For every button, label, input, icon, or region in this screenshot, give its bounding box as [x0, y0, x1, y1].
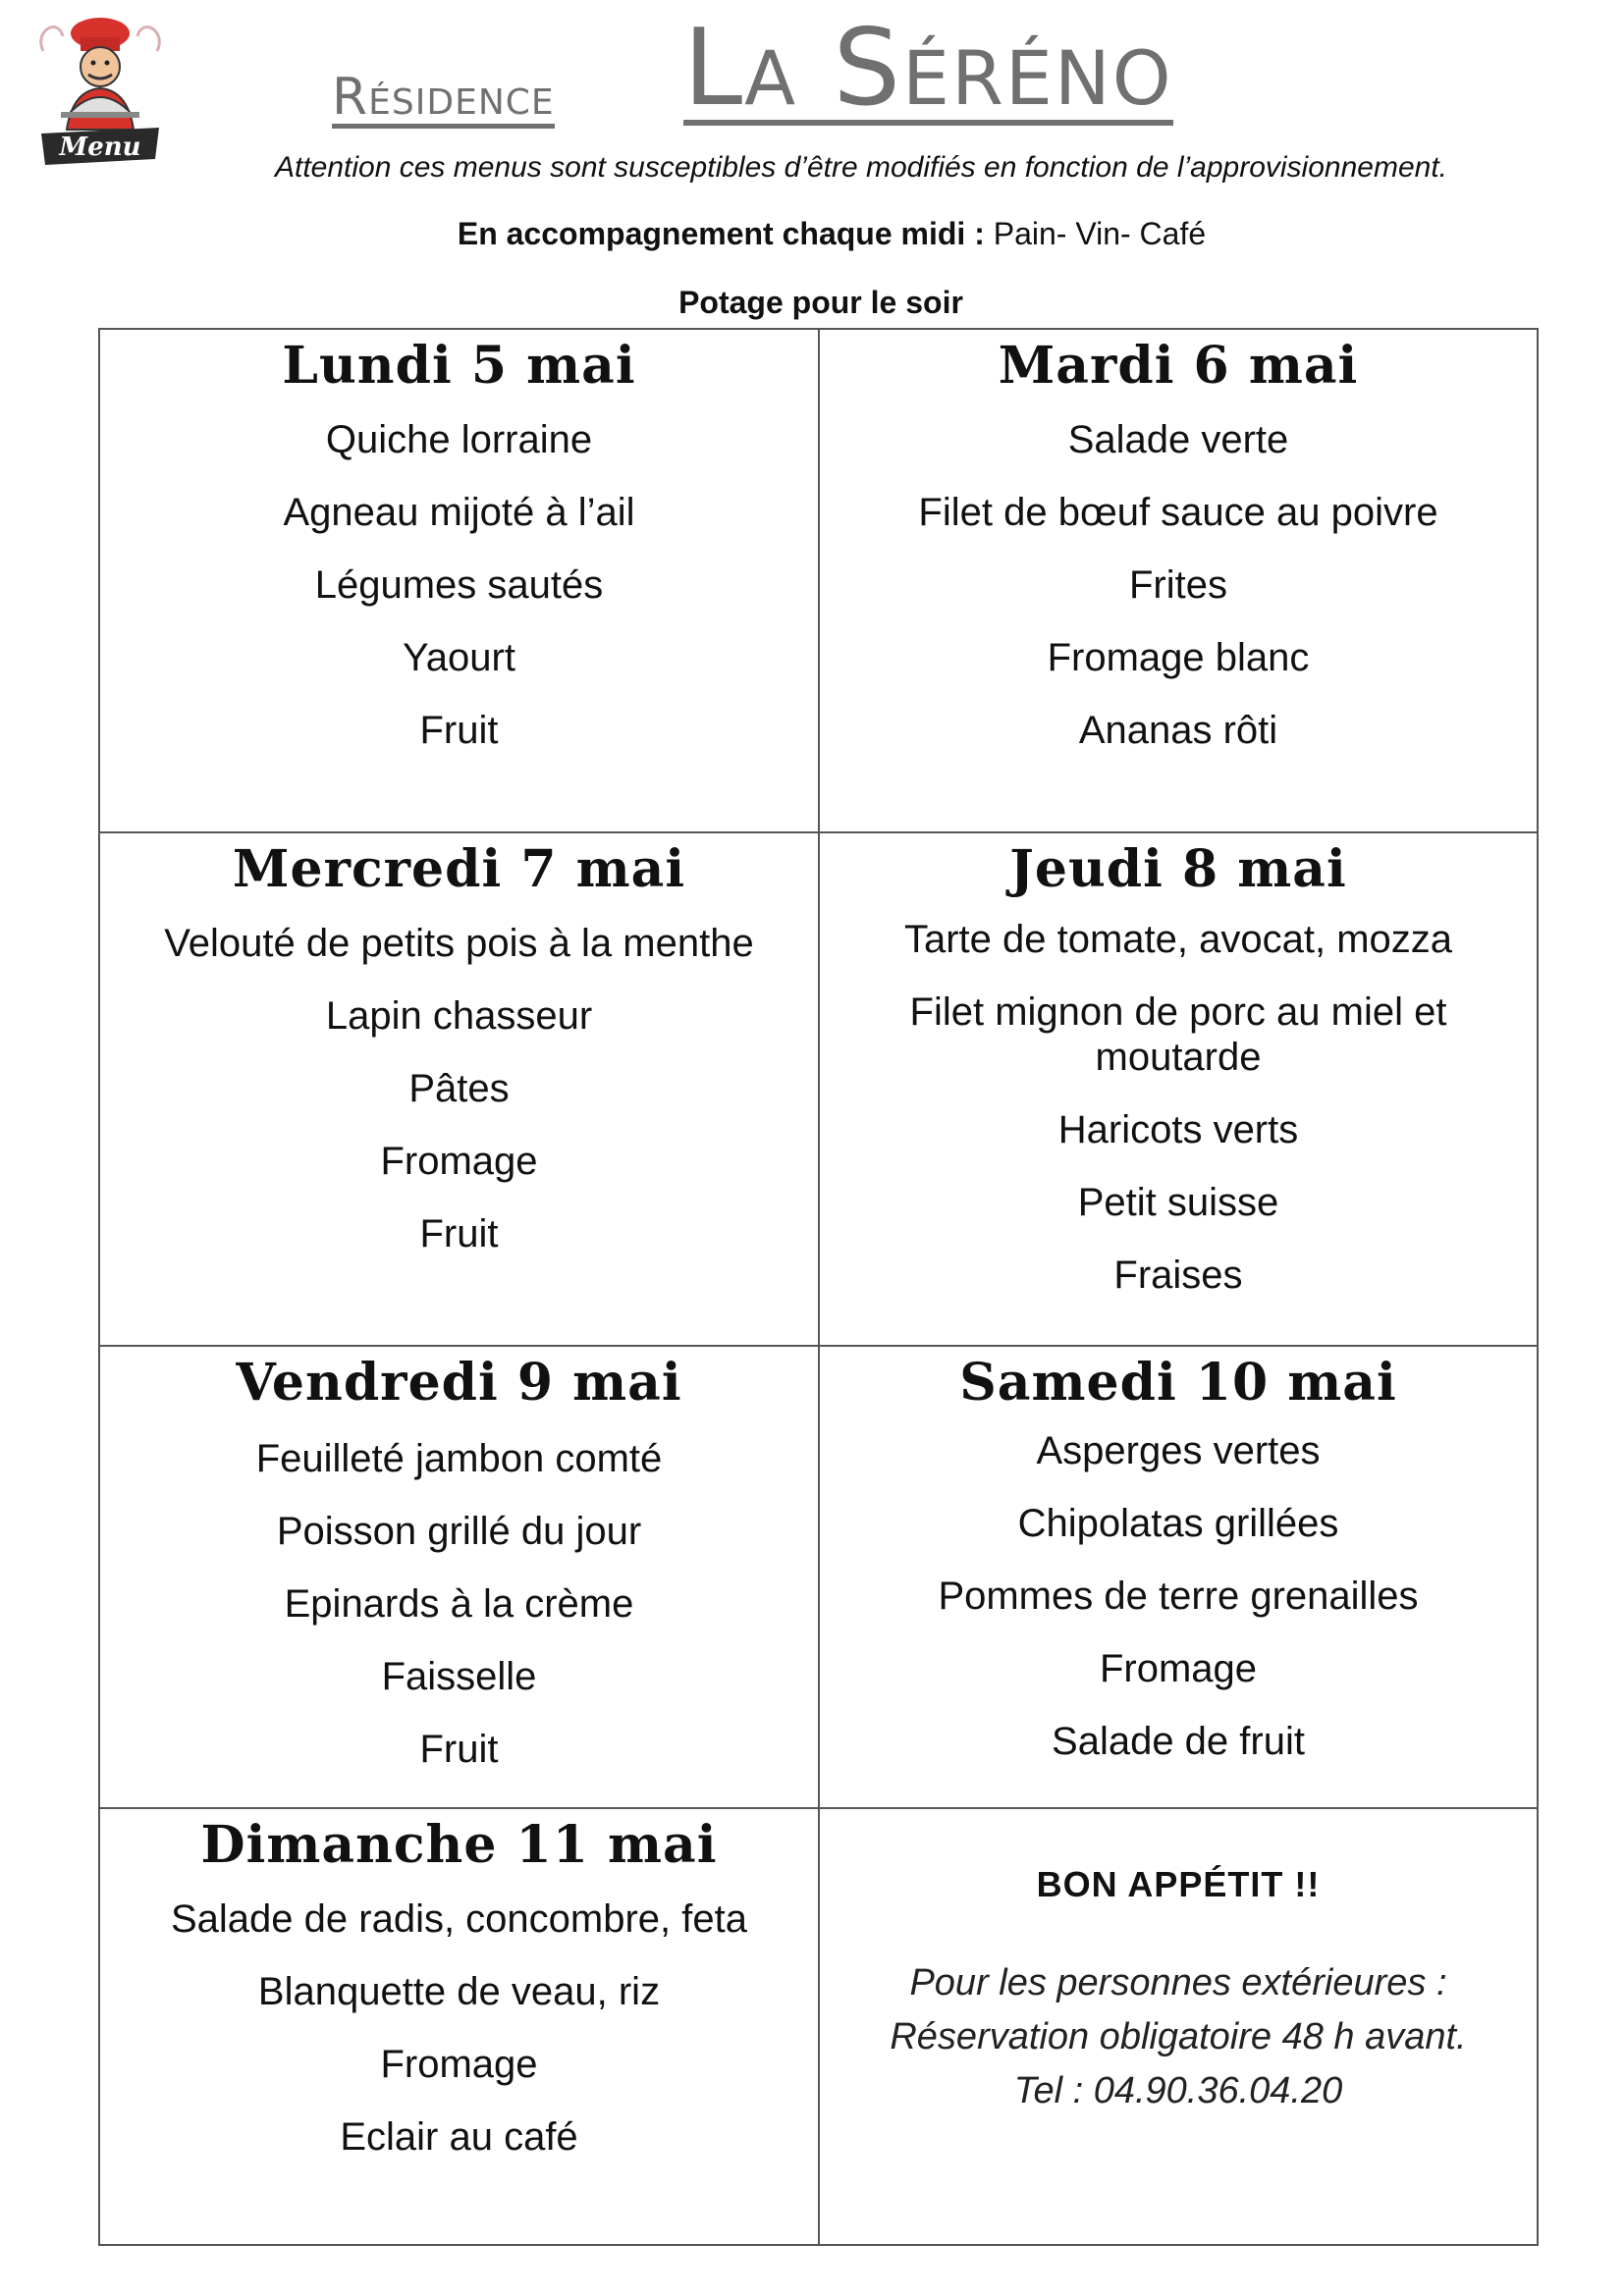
- menu-item: Quiche lorraine: [325, 418, 593, 461]
- menu-item: Velouté de petits pois à la menthe: [164, 922, 754, 965]
- logo-text: Menu: [59, 133, 141, 162]
- menu-item: Pommes de terre grenailles: [938, 1575, 1419, 1618]
- day-cell-sunday: [100, 1809, 820, 2244]
- day-cell-monday: [100, 330, 820, 833]
- menu-item: Filet mignon de porc au miel et moutarde: [909, 990, 1447, 1079]
- external-guests-info: [820, 1956, 1537, 2118]
- menu-item: Fromage: [380, 1140, 538, 1183]
- menu-item: Fruit: [419, 1212, 499, 1255]
- menu-item: Fromage: [380, 2043, 538, 2086]
- menu-item: Fromage: [1099, 1647, 1258, 1690]
- menu-item: Pâtes: [408, 1067, 510, 1110]
- menu-item: Poisson grillé du jour: [276, 1510, 642, 1553]
- menu-item: Tarte de tomate, avocat, mozza: [903, 918, 1453, 961]
- day-heading: Mardi 6 mai: [998, 336, 1359, 396]
- menu-item: Fruit: [419, 1728, 499, 1771]
- weekly-menu-table: [98, 328, 1539, 2246]
- evening-soup-note: Potage pour le soir: [678, 285, 963, 320]
- accompaniment-label: En accompagnement chaque midi :: [457, 216, 985, 251]
- menu-item: Salade verte: [1067, 418, 1289, 461]
- info-cell: [820, 1809, 1537, 2244]
- day-heading: Samedi 10 mai: [959, 1353, 1397, 1413]
- menu-item: Salade de fruit: [1052, 1720, 1305, 1763]
- menu-item: Haricots verts: [1057, 1108, 1299, 1151]
- menu-item: Ananas rôti: [1078, 709, 1278, 752]
- reservation-line: Réservation obligatoire 48 h avant.: [890, 2016, 1467, 2057]
- menu-item: Salade de radis, concombre, feta: [170, 1897, 747, 1941]
- menu-item: Petit suisse: [1077, 1181, 1279, 1224]
- menu-item: Asperges vertes: [1036, 1429, 1321, 1472]
- day-cell-wednesday: [100, 833, 820, 1347]
- day-heading: Vendredi 9 mai: [236, 1353, 682, 1413]
- menu-item: Fraises: [1113, 1254, 1243, 1297]
- day-heading: Mercredi 7 mai: [232, 839, 686, 899]
- menu-item: Fromage blanc: [1047, 636, 1310, 679]
- menu-item: Yaourt: [403, 636, 515, 679]
- day-cell-tuesday: [820, 330, 1537, 833]
- menu-item: Légumes sautés: [314, 563, 604, 607]
- supply-notice: Attention ces menus sont susceptibles d’être modifiés en fonction de l’approvisionnement.: [274, 151, 1447, 184]
- title-residence: Résidence: [332, 68, 555, 127]
- menu-item: Lapin chasseur: [325, 994, 593, 1038]
- day-cell-friday: [100, 1347, 820, 1809]
- menu-item: Faisselle: [381, 1655, 537, 1698]
- menu-item: Epinards à la crème: [284, 1582, 634, 1626]
- menu-item: Blanquette de veau, riz: [257, 1970, 661, 2013]
- day-heading: Dimanche 11 mai: [200, 1815, 718, 1875]
- menu-item: Feuilleté jambon comté: [255, 1437, 663, 1480]
- accompaniment-value: Pain- Vin- Café: [993, 216, 1207, 251]
- menu-item: Filet de bœuf sauce au poivre: [918, 491, 1438, 534]
- accompaniment-line: [0, 216, 1624, 252]
- day-heading: Lundi 5 mai: [282, 336, 636, 396]
- bon-appetit: BON APPÉTIT !!: [1036, 1864, 1321, 1904]
- menu-item: Frites: [1129, 563, 1227, 607]
- external-guests-line: Pour les personnes extérieures :: [909, 1962, 1447, 2003]
- title-residence-name: La Séréno: [683, 7, 1173, 130]
- phone-line: Tel : 04.90.36.04.20: [1013, 2070, 1343, 2111]
- page-title: [0, 7, 1624, 132]
- menu-item: Chipolatas grillées: [1017, 1502, 1339, 1545]
- day-cell-thursday: [820, 833, 1537, 1347]
- menu-item: Eclair au café: [340, 2115, 578, 2159]
- menu-item: Fruit: [419, 709, 499, 752]
- day-cell-saturday: [820, 1347, 1537, 1809]
- day-heading: Jeudi 8 mai: [1009, 839, 1347, 899]
- menu-item: Agneau mijoté à l’ail: [283, 491, 635, 534]
